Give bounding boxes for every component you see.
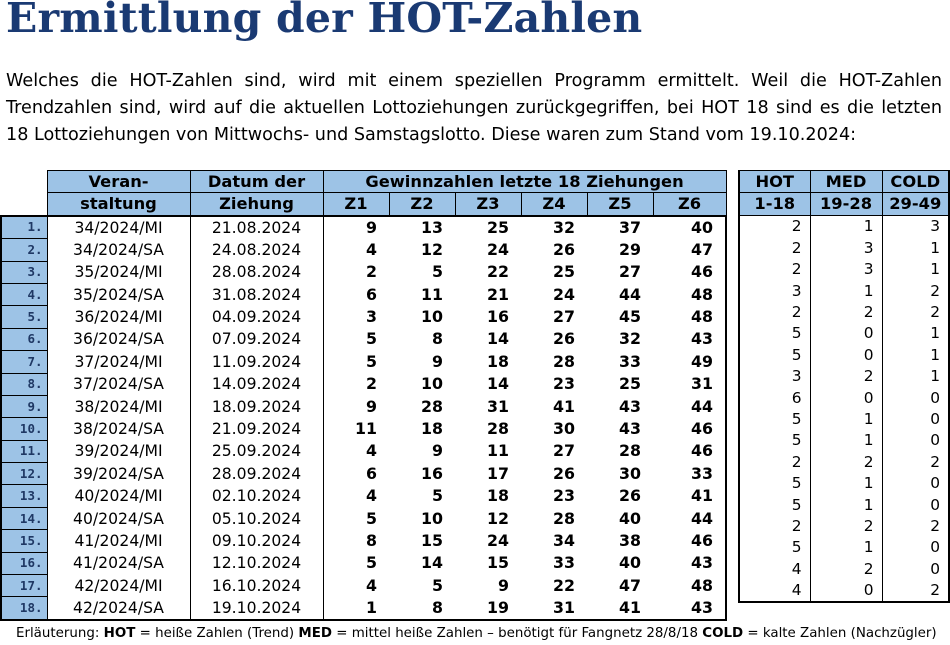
z3-cell: 17 xyxy=(487,463,509,483)
z5-cell: 30 xyxy=(619,463,641,483)
table-row xyxy=(739,430,949,451)
hot-count-cell: 2 xyxy=(739,301,810,322)
z2-cell: 5 xyxy=(432,575,443,595)
table-row xyxy=(1,373,726,395)
row-number: 10. xyxy=(1,418,47,440)
z4-cell: 23 xyxy=(553,486,575,506)
hot-count-cell: 4 xyxy=(739,558,810,579)
z5-cell: 40 xyxy=(619,508,641,528)
med-count-cell: 0 xyxy=(810,579,882,601)
z3-cell: 11 xyxy=(487,441,509,461)
z2-cell: 9 xyxy=(432,351,443,371)
hot-count-cell: 4 xyxy=(739,579,810,601)
datum-cell: 02.10.2024 xyxy=(190,485,323,507)
row-number: 14. xyxy=(1,507,47,529)
z1-cell: 5 xyxy=(366,508,377,528)
table-row xyxy=(739,387,949,408)
header-hot: HOT xyxy=(739,171,810,193)
cold-count-cell: 2 xyxy=(930,452,940,471)
z3-cell: 19 xyxy=(487,597,509,617)
z3-cell: 12 xyxy=(487,508,509,528)
datum-cell: 04.09.2024 xyxy=(190,306,323,328)
z4-cell: 26 xyxy=(553,239,575,259)
z4-cell: 30 xyxy=(553,418,575,438)
datum-cell: 21.09.2024 xyxy=(190,418,323,440)
z1-cell: 4 xyxy=(366,575,377,595)
hot-count-cell: 5 xyxy=(739,344,810,365)
z4-cell: 27 xyxy=(553,307,575,327)
row-number: 11. xyxy=(1,440,47,462)
z2-cell: 12 xyxy=(421,239,443,259)
z5-cell: 27 xyxy=(619,262,641,282)
z3-cell: 21 xyxy=(487,284,509,304)
z5-cell: 38 xyxy=(619,530,641,550)
med-count-cell: 0 xyxy=(810,387,882,408)
table-row xyxy=(1,351,726,373)
veranstaltung-cell: 34/2024/SA xyxy=(47,239,190,261)
z6-cell: 46 xyxy=(691,418,714,438)
z2-cell: 14 xyxy=(421,553,443,573)
veranstaltung-cell: 40/2024/SA xyxy=(47,507,190,529)
header-gewinnzahlen: Gewinnzahlen letzte 18 Ziehungen xyxy=(323,171,726,193)
med-count-cell: 2 xyxy=(810,451,882,472)
header-veranstaltung: Veran- xyxy=(47,171,190,193)
header-z2: Z2 xyxy=(389,193,455,216)
z6-cell: 31 xyxy=(691,374,714,394)
veranstaltung-cell: 39/2024/SA xyxy=(47,463,190,485)
z4-cell: 28 xyxy=(553,351,575,371)
z4-cell: 33 xyxy=(553,553,575,573)
z2-cell: 10 xyxy=(421,307,443,327)
med-count-cell: 2 xyxy=(810,558,882,579)
table-row xyxy=(1,328,726,350)
table-row xyxy=(739,259,949,280)
z6-cell: 41 xyxy=(691,486,714,506)
z1-cell: 4 xyxy=(366,239,377,259)
z5-cell: 33 xyxy=(619,351,641,371)
z4-cell: 24 xyxy=(553,284,575,304)
hot-count-cell: 2 xyxy=(739,451,810,472)
z5-cell: 32 xyxy=(619,329,641,349)
z2-cell: 5 xyxy=(432,262,443,282)
z3-cell: 14 xyxy=(487,374,509,394)
table-row xyxy=(1,597,726,620)
z5-cell: 43 xyxy=(619,396,641,416)
table-row xyxy=(739,366,949,387)
row-number: 6. xyxy=(1,328,47,350)
cold-count-cell: 0 xyxy=(930,495,940,514)
z6-cell: 49 xyxy=(691,351,714,371)
z1-cell: 4 xyxy=(366,441,377,461)
cold-count-cell: 1 xyxy=(930,345,940,364)
z6-cell: 46 xyxy=(691,530,714,550)
table-row xyxy=(739,280,949,301)
med-count-cell: 1 xyxy=(810,537,882,558)
z1-cell: 8 xyxy=(366,530,377,550)
z1-cell: 5 xyxy=(366,553,377,573)
z6-cell: 44 xyxy=(691,396,714,416)
header-cold: COLD xyxy=(882,171,949,193)
cold-count-cell: 2 xyxy=(930,303,940,322)
table-row xyxy=(1,216,726,239)
datum-cell: 14.09.2024 xyxy=(190,373,323,395)
datum-cell: 19.10.2024 xyxy=(190,597,323,620)
cold-count-cell: 0 xyxy=(930,474,940,493)
z2-cell: 15 xyxy=(421,530,443,550)
row-number: 8. xyxy=(1,373,47,395)
footer-text-3: = mittel heiße Zahlen – benötigt für Fangnetz 28/8/18 xyxy=(331,626,703,641)
datum-cell: 28.08.2024 xyxy=(190,261,323,283)
veranstaltung-cell: 42/2024/MI xyxy=(47,575,190,597)
veranstaltung-cell: 36/2024/MI xyxy=(47,306,190,328)
veranstaltung-cell: 39/2024/MI xyxy=(47,440,190,462)
hot-count-cell: 5 xyxy=(739,494,810,515)
table-row xyxy=(1,306,726,328)
row-number: 15. xyxy=(1,530,47,552)
z5-cell: 29 xyxy=(619,239,641,259)
z2-cell: 8 xyxy=(432,597,443,617)
datum-cell: 28.09.2024 xyxy=(190,463,323,485)
z4-cell: 32 xyxy=(553,217,575,237)
table-row xyxy=(739,451,949,472)
hot-count-cell: 5 xyxy=(739,430,810,451)
datum-cell: 09.10.2024 xyxy=(190,530,323,552)
footer-text-1: Erläuterung: xyxy=(16,626,104,641)
table-row xyxy=(739,323,949,344)
z4-cell: 28 xyxy=(553,508,575,528)
table-row xyxy=(739,579,949,601)
table-row xyxy=(1,440,726,462)
hot-count-cell: 2 xyxy=(739,259,810,280)
hot-count-cell: 5 xyxy=(739,323,810,344)
row-number: 5. xyxy=(1,306,47,328)
table-row xyxy=(1,239,726,261)
datum-cell: 12.10.2024 xyxy=(190,552,323,574)
header-hot-range: 1-18 xyxy=(739,193,810,215)
z4-cell: 27 xyxy=(553,441,575,461)
hot-count-cell: 5 xyxy=(739,537,810,558)
header-z1: Z1 xyxy=(323,193,389,216)
row-number: 4. xyxy=(1,283,47,305)
z2-cell: 13 xyxy=(421,217,443,237)
table-row xyxy=(739,558,949,579)
header-z4: Z4 xyxy=(521,193,587,216)
datum-cell: 11.09.2024 xyxy=(190,351,323,373)
z5-cell: 43 xyxy=(619,418,641,438)
med-count-cell: 2 xyxy=(810,515,882,536)
row-number: 3. xyxy=(1,261,47,283)
z3-cell: 28 xyxy=(487,418,509,438)
veranstaltung-cell: 40/2024/MI xyxy=(47,485,190,507)
med-count-cell: 3 xyxy=(810,237,882,258)
header-datum: Datum der xyxy=(190,171,323,193)
z1-cell: 2 xyxy=(366,262,377,282)
cold-count-cell: 1 xyxy=(930,324,940,343)
table-row xyxy=(1,261,726,283)
table-row xyxy=(739,344,949,365)
med-count-cell: 0 xyxy=(810,344,882,365)
table-row xyxy=(1,395,726,417)
row-number: 18. xyxy=(1,597,47,620)
veranstaltung-cell: 41/2024/SA xyxy=(47,552,190,574)
z4-cell: 23 xyxy=(553,374,575,394)
table-row xyxy=(1,552,726,574)
table-row xyxy=(1,507,726,529)
header-staltung: staltung xyxy=(47,193,190,216)
z6-cell: 44 xyxy=(691,508,714,528)
datum-cell: 24.08.2024 xyxy=(190,239,323,261)
z6-cell: 48 xyxy=(691,284,714,304)
z5-cell: 47 xyxy=(619,575,641,595)
cold-count-cell: 1 xyxy=(930,238,940,257)
z3-cell: 18 xyxy=(487,351,509,371)
z6-cell: 46 xyxy=(691,441,714,461)
table-row xyxy=(739,301,949,322)
veranstaltung-cell: 35/2024/MI xyxy=(47,261,190,283)
table-row xyxy=(739,408,949,429)
z5-cell: 44 xyxy=(619,284,641,304)
cold-count-cell: 0 xyxy=(930,559,940,578)
veranstaltung-cell: 37/2024/SA xyxy=(47,373,190,395)
veranstaltung-cell: 38/2024/SA xyxy=(47,418,190,440)
z1-cell: 6 xyxy=(366,284,377,304)
z1-cell: 4 xyxy=(366,486,377,506)
hot-count-cell: 2 xyxy=(739,215,810,237)
datum-cell: 21.08.2024 xyxy=(190,216,323,239)
z2-cell: 10 xyxy=(421,508,443,528)
row-number: 2. xyxy=(1,239,47,261)
table-row xyxy=(1,485,726,507)
z6-cell: 43 xyxy=(691,329,714,349)
z1-cell: 3 xyxy=(366,307,377,327)
row-number: 16. xyxy=(1,552,47,574)
footer-cold: COLD xyxy=(702,626,744,641)
z4-cell: 22 xyxy=(553,575,575,595)
hot-count-cell: 2 xyxy=(739,515,810,536)
corner-empty xyxy=(1,171,47,193)
z5-cell: 45 xyxy=(619,307,641,327)
datum-cell: 07.09.2024 xyxy=(190,328,323,350)
header-med-range: 19-28 xyxy=(810,193,882,215)
table-row xyxy=(1,530,726,552)
z3-cell: 9 xyxy=(498,575,509,595)
med-count-cell: 1 xyxy=(810,215,882,237)
z2-cell: 9 xyxy=(432,441,443,461)
z6-cell: 40 xyxy=(691,217,714,237)
hot-count-cell: 5 xyxy=(739,472,810,493)
med-count-cell: 2 xyxy=(810,366,882,387)
hot-count-cell: 2 xyxy=(739,237,810,258)
datum-cell: 18.09.2024 xyxy=(190,395,323,417)
cold-count-cell: 2 xyxy=(930,581,940,600)
med-count-cell: 1 xyxy=(810,280,882,301)
table-row xyxy=(1,463,726,485)
table-row xyxy=(739,494,949,515)
z3-cell: 24 xyxy=(487,239,509,259)
z5-cell: 37 xyxy=(619,217,641,237)
hot-count-cell: 5 xyxy=(739,408,810,429)
z1-cell: 5 xyxy=(366,351,377,371)
row-number: 12. xyxy=(1,463,47,485)
z4-cell: 26 xyxy=(553,329,575,349)
med-count-cell: 1 xyxy=(810,494,882,515)
draw-results-table xyxy=(0,170,727,621)
row-number: 13. xyxy=(1,485,47,507)
z1-cell: 2 xyxy=(366,374,377,394)
footer-text-4: = kalte Zahlen (Nachzügler) xyxy=(743,626,937,641)
z2-cell: 28 xyxy=(421,396,443,416)
z4-cell: 25 xyxy=(553,262,575,282)
z1-cell: 5 xyxy=(366,329,377,349)
veranstaltung-cell: 37/2024/MI xyxy=(47,351,190,373)
intro-paragraph: Welches die HOT-Zahlen sind, wird mit einem speziellen Programm ermittelt. Weil die HOT-Zahlen Trendzahlen sind, wird auf die aktuellen Lottoziehungen zurückgegriffen, bei HOT 18 sind es die letzten 18 Lottoziehungen von Mittwochs- und Samstagslotto. Diese waren zum Stand vom 19.10.2024: xyxy=(6,71,942,145)
header-cold-range: 29-49 xyxy=(882,193,949,215)
z3-cell: 15 xyxy=(487,553,509,573)
med-count-cell: 2 xyxy=(810,301,882,322)
z2-cell: 11 xyxy=(421,284,443,304)
table-row xyxy=(1,575,726,597)
cold-count-cell: 3 xyxy=(930,217,940,236)
z1-cell: 9 xyxy=(366,396,377,416)
veranstaltung-cell: 42/2024/SA xyxy=(47,597,190,620)
z3-cell: 16 xyxy=(487,307,509,327)
hot-count-cell: 6 xyxy=(739,387,810,408)
veranstaltung-cell: 35/2024/SA xyxy=(47,283,190,305)
z6-cell: 47 xyxy=(691,239,714,259)
z5-cell: 26 xyxy=(619,486,641,506)
z3-cell: 25 xyxy=(487,217,509,237)
table-row xyxy=(739,515,949,536)
med-count-cell: 1 xyxy=(810,430,882,451)
datum-cell: 16.10.2024 xyxy=(190,575,323,597)
header-z3: Z3 xyxy=(455,193,521,216)
z6-cell: 48 xyxy=(691,575,714,595)
table-row xyxy=(1,418,726,440)
z1-cell: 9 xyxy=(366,217,377,237)
row-number: 7. xyxy=(1,351,47,373)
z6-cell: 43 xyxy=(691,553,714,573)
cold-count-cell: 2 xyxy=(930,281,940,300)
z3-cell: 24 xyxy=(487,530,509,550)
table-row xyxy=(739,215,949,237)
z5-cell: 28 xyxy=(619,441,641,461)
table-row xyxy=(739,537,949,558)
row-number: 17. xyxy=(1,575,47,597)
table-row xyxy=(739,472,949,493)
footer-explanation xyxy=(16,626,937,641)
hot-med-cold-table xyxy=(738,170,950,603)
footer-hot: HOT xyxy=(103,626,136,641)
z3-cell: 14 xyxy=(487,329,509,349)
z1-cell: 1 xyxy=(366,597,377,617)
z6-cell: 33 xyxy=(691,463,714,483)
z3-cell: 22 xyxy=(487,262,509,282)
z4-cell: 31 xyxy=(553,597,575,617)
z3-cell: 18 xyxy=(487,486,509,506)
datum-cell: 31.08.2024 xyxy=(190,283,323,305)
corner-empty xyxy=(1,193,47,216)
hot-count-cell: 3 xyxy=(739,280,810,301)
footer-text-2: = heiße Zahlen (Trend) xyxy=(135,626,299,641)
cold-count-cell: 0 xyxy=(930,388,940,407)
z2-cell: 8 xyxy=(432,329,443,349)
header-z6: Z6 xyxy=(653,193,726,216)
z5-cell: 41 xyxy=(619,597,641,617)
z1-cell: 11 xyxy=(355,418,377,438)
z2-cell: 18 xyxy=(421,418,443,438)
cold-count-cell: 1 xyxy=(930,260,940,279)
z4-cell: 26 xyxy=(553,463,575,483)
med-count-cell: 0 xyxy=(810,323,882,344)
table-row xyxy=(739,237,949,258)
veranstaltung-cell: 38/2024/MI xyxy=(47,395,190,417)
veranstaltung-cell: 36/2024/SA xyxy=(47,328,190,350)
z6-cell: 46 xyxy=(691,262,714,282)
z5-cell: 25 xyxy=(619,374,641,394)
med-count-cell: 1 xyxy=(810,408,882,429)
row-number: 9. xyxy=(1,395,47,417)
z2-cell: 10 xyxy=(421,374,443,394)
table-row xyxy=(1,283,726,305)
med-count-cell: 1 xyxy=(810,472,882,493)
header-z5: Z5 xyxy=(587,193,653,216)
cold-count-cell: 0 xyxy=(930,409,940,428)
header-med: MED xyxy=(810,171,882,193)
datum-cell: 25.09.2024 xyxy=(190,440,323,462)
z6-cell: 48 xyxy=(691,307,714,327)
row-number: 1. xyxy=(1,216,47,239)
page-title: Ermittlung der HOT-Zahlen xyxy=(6,0,643,42)
z2-cell: 5 xyxy=(432,486,443,506)
cold-count-cell: 2 xyxy=(930,516,940,535)
cold-count-cell: 0 xyxy=(930,431,940,450)
footer-med: MED xyxy=(298,626,332,641)
z5-cell: 40 xyxy=(619,553,641,573)
cold-count-cell: 0 xyxy=(930,538,940,557)
header-ziehung: Ziehung xyxy=(190,193,323,216)
z2-cell: 16 xyxy=(421,463,443,483)
z4-cell: 34 xyxy=(553,530,575,550)
datum-cell: 05.10.2024 xyxy=(190,507,323,529)
hot-count-cell: 3 xyxy=(739,366,810,387)
z6-cell: 43 xyxy=(691,597,714,617)
z1-cell: 6 xyxy=(366,463,377,483)
veranstaltung-cell: 41/2024/MI xyxy=(47,530,190,552)
cold-count-cell: 1 xyxy=(930,367,940,386)
med-count-cell: 3 xyxy=(810,259,882,280)
veranstaltung-cell: 34/2024/MI xyxy=(47,216,190,239)
z3-cell: 31 xyxy=(487,396,509,416)
z4-cell: 41 xyxy=(553,396,575,416)
